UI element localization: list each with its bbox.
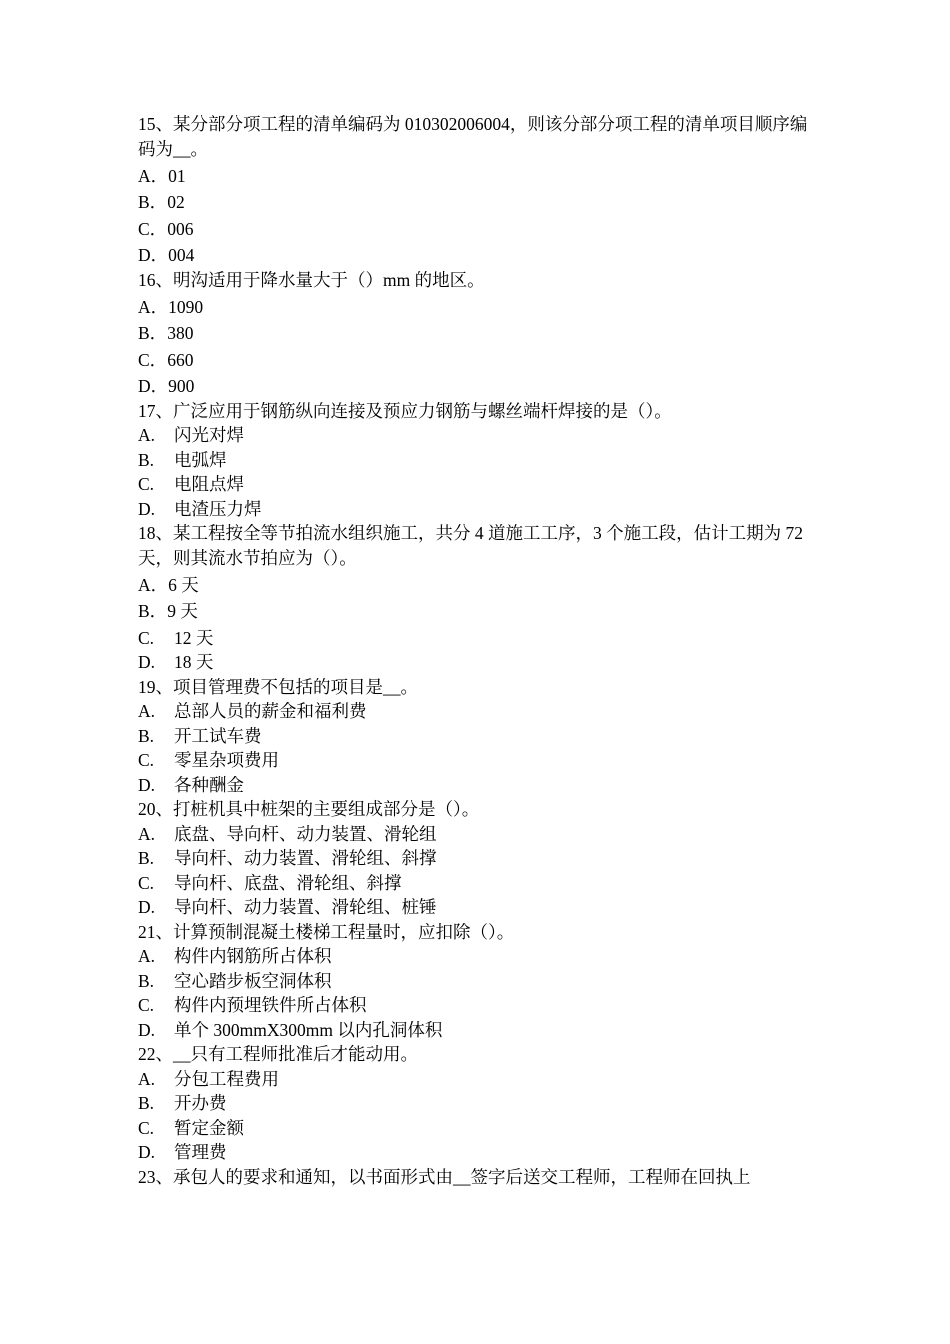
question-text: 15、某分部分项工程的清单编码为 010302006004，则该分部分项工程的清单项目顺序编码为__。 bbox=[138, 114, 808, 159]
option-c: C．006 bbox=[138, 218, 194, 239]
question-20 bbox=[138, 797, 818, 920]
option-b: B．9 天 bbox=[138, 601, 198, 621]
option-a: A．01 bbox=[138, 165, 186, 186]
question-17 bbox=[138, 399, 818, 522]
question-21 bbox=[138, 920, 818, 1043]
option-a: A. 分包工程费用 bbox=[138, 1068, 279, 1089]
question-text: 17、广泛应用于钢筋纵向连接及预应力钢筋与螺丝端杆焊接的是（）。 bbox=[138, 400, 672, 421]
option-c: C. 导向杆、底盘、滑轮组、斜撑 bbox=[138, 872, 402, 893]
option-b: B. 开工试车费 bbox=[138, 725, 262, 746]
question-22 bbox=[138, 1042, 818, 1165]
option-a: A．1090 bbox=[138, 296, 204, 317]
question-text: 16、明沟适用于降水量大于（）mm 的地区。 bbox=[138, 269, 485, 290]
question-text: 21、计算预制混凝土楼梯工程量时，应扣除（）。 bbox=[138, 921, 515, 942]
option-c: C. 暂定金额 bbox=[138, 1117, 244, 1138]
question-text: 20、打桩机具中桩架的主要组成部分是（）。 bbox=[138, 799, 480, 819]
option-c: C. 12 天 bbox=[138, 627, 214, 648]
option-a: A. 闪光对焊 bbox=[138, 425, 244, 445]
option-d: D. 导向杆、动力装置、滑轮组、桩锤 bbox=[138, 897, 437, 917]
option-b: B．02 bbox=[138, 192, 185, 212]
option-d: D．004 bbox=[138, 245, 195, 265]
question-text: 22、__只有工程师批准后才能动用。 bbox=[138, 1044, 418, 1064]
option-d: D. 18 天 bbox=[138, 652, 214, 672]
question-list bbox=[138, 112, 818, 1189]
option-d: D. 各种酬金 bbox=[138, 774, 244, 795]
question-23 bbox=[138, 1165, 818, 1190]
option-b: B. 电弧焊 bbox=[138, 449, 227, 470]
option-a: A．6 天 bbox=[138, 574, 199, 595]
question-19 bbox=[138, 675, 818, 798]
question-15 bbox=[138, 112, 818, 268]
option-c: C. 电阻点焊 bbox=[138, 474, 244, 494]
option-b: B. 空心踏步板空洞体积 bbox=[138, 970, 332, 991]
option-a: A. 构件内钢筋所占体积 bbox=[138, 946, 332, 966]
question-text: 23、承包人的要求和通知，以书面形式由__签字后送交工程师，工程师在回执上 bbox=[138, 1166, 751, 1187]
option-c: C．660 bbox=[138, 349, 194, 370]
option-d: D. 单个 300mmX300mm 以内孔洞体积 bbox=[138, 1019, 443, 1040]
option-b: B. 导向杆、动力装置、滑轮组、斜撑 bbox=[138, 848, 437, 868]
option-c: C. 零星杂项费用 bbox=[138, 750, 279, 770]
option-b: B. 开办费 bbox=[138, 1093, 227, 1113]
option-b: B．380 bbox=[138, 323, 194, 343]
question-16 bbox=[138, 268, 818, 399]
question-text: 18、某工程按全等节拍流水组织施工，共分 4 道施工工序，3 个施工段，估计工期为 72 天，则其流水节拍应为（）。 bbox=[138, 523, 803, 568]
option-c: C. 构件内预埋铁件所占体积 bbox=[138, 995, 367, 1015]
question-text: 19、项目管理费不包括的项目是__。 bbox=[138, 676, 418, 697]
option-d: D. 电渣压力焊 bbox=[138, 498, 262, 519]
option-d: D．900 bbox=[138, 376, 195, 396]
option-a: A. 底盘、导向杆、动力装置、滑轮组 bbox=[138, 823, 437, 844]
option-d: D. 管理费 bbox=[138, 1142, 227, 1162]
option-a: A. 总部人员的薪金和福利费 bbox=[138, 701, 367, 721]
question-18 bbox=[138, 521, 818, 675]
